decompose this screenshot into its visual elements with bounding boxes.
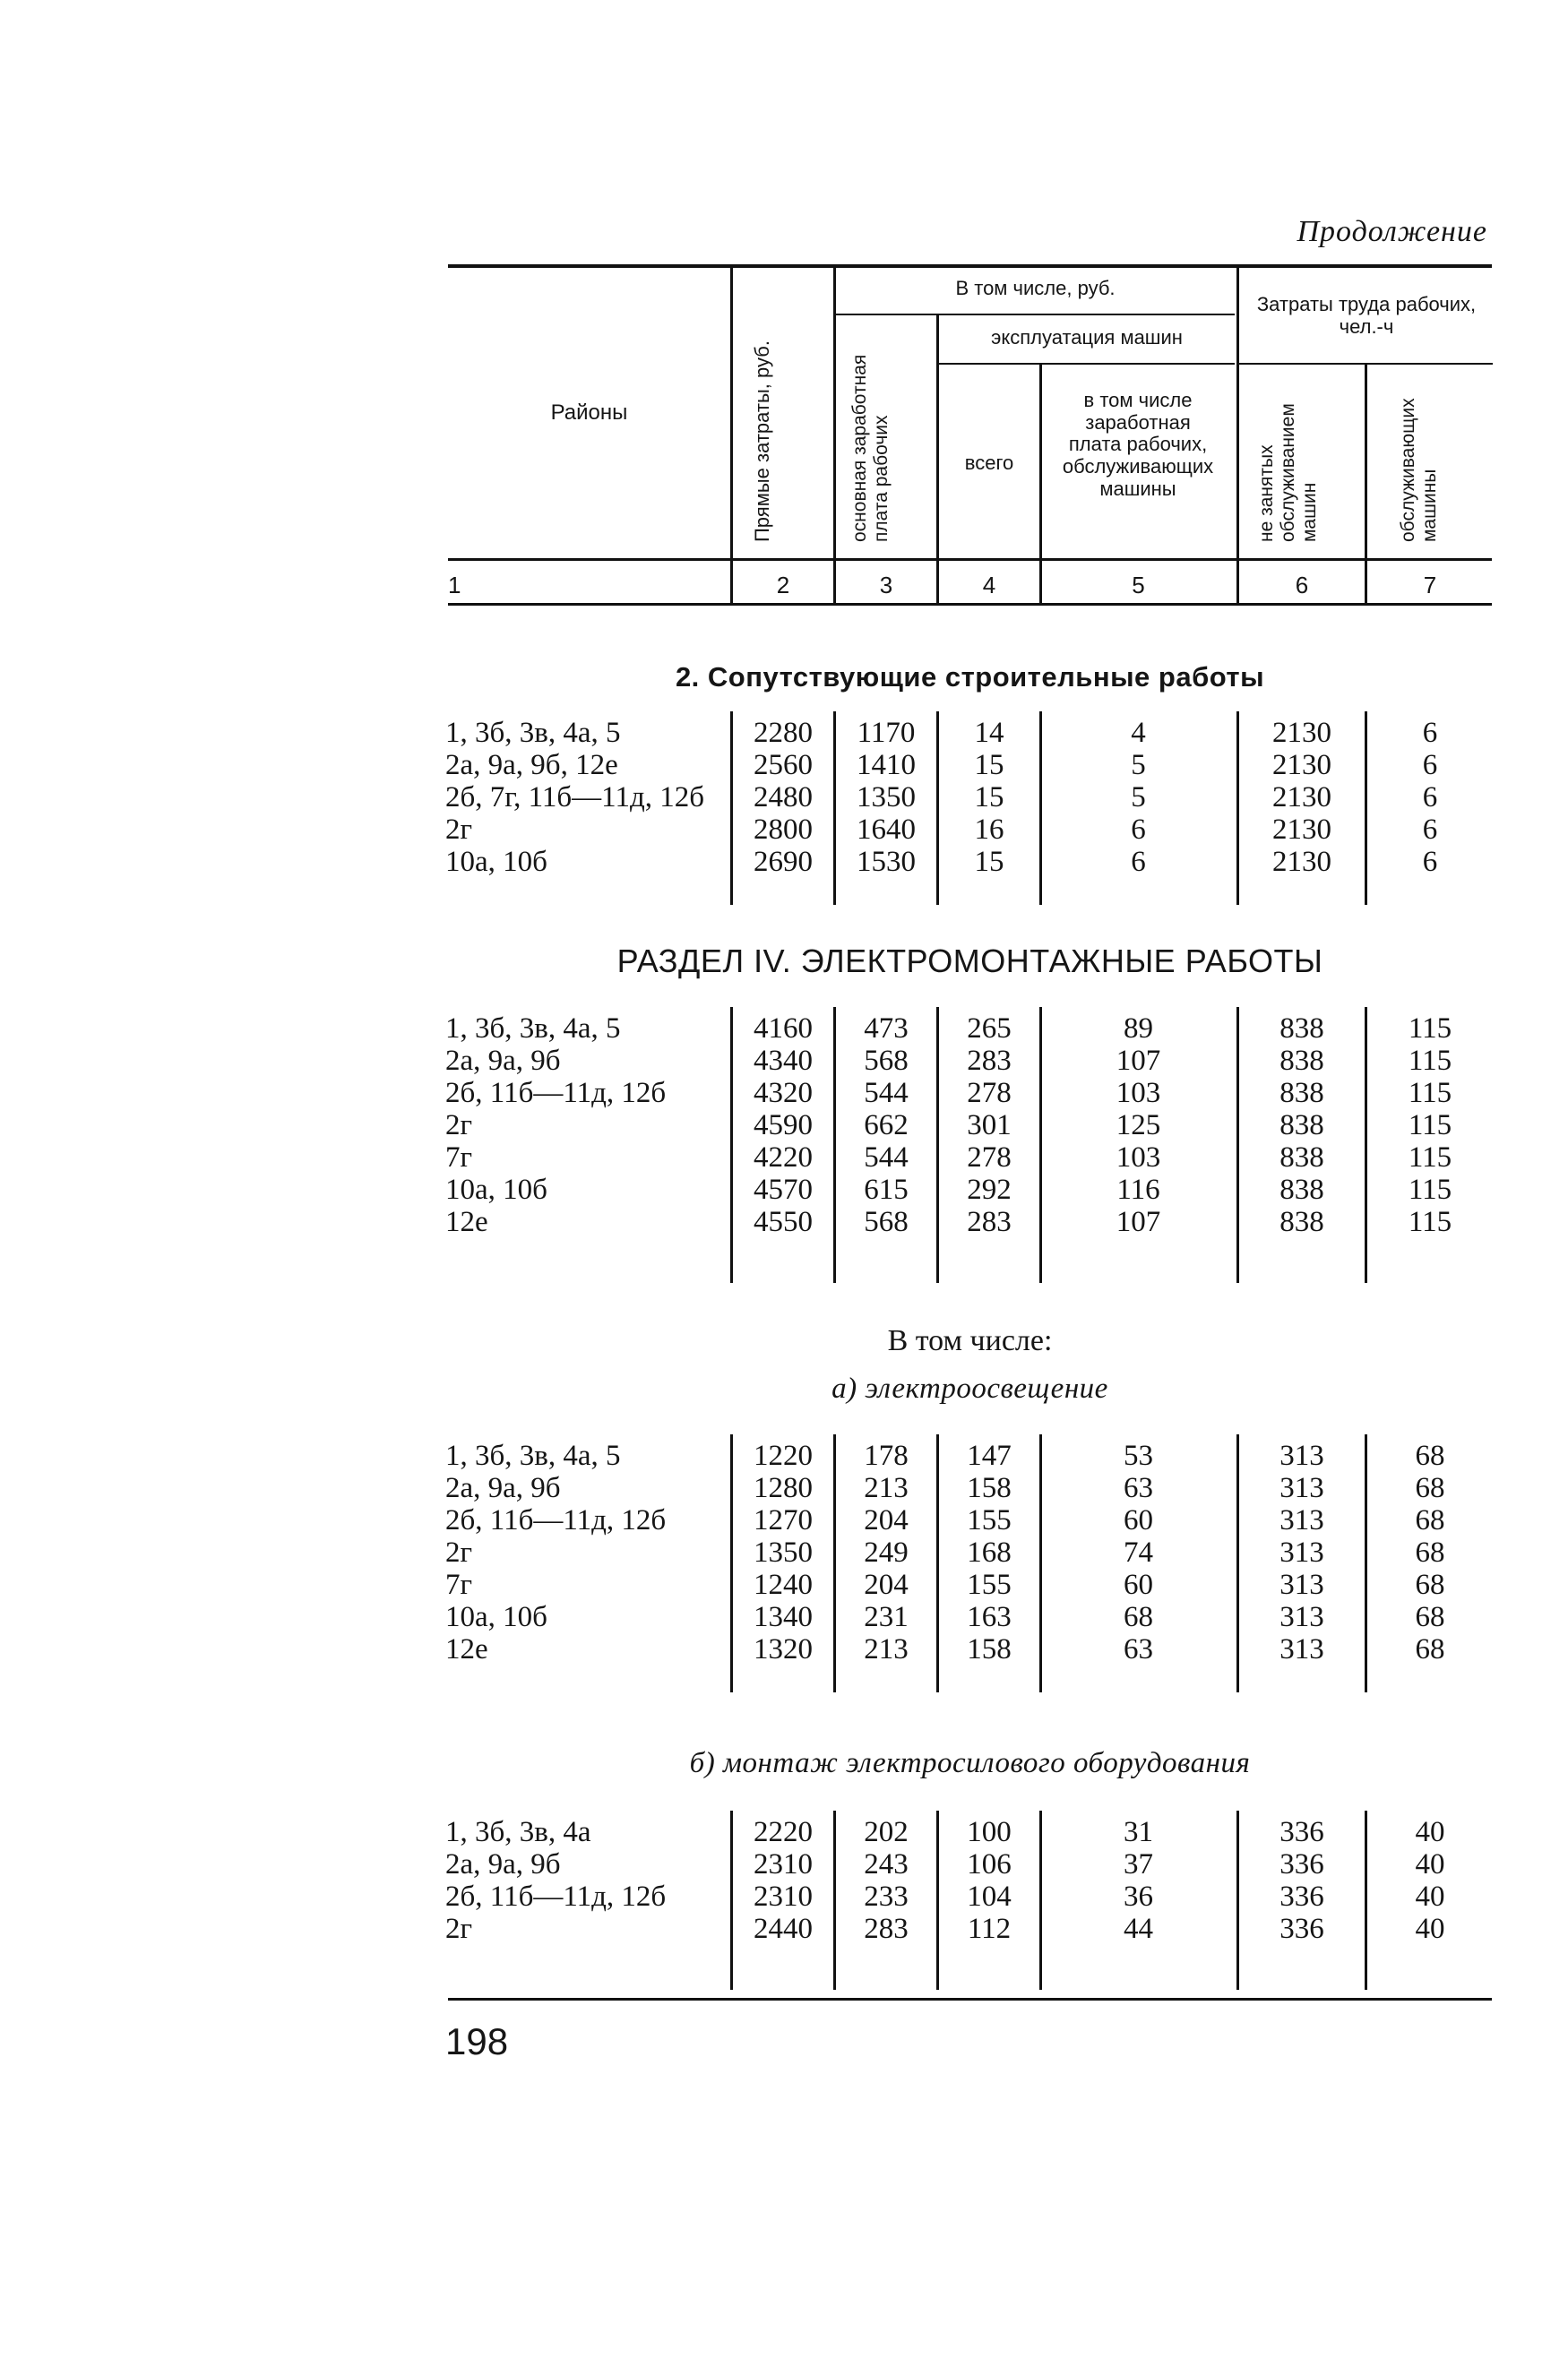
- header-number: 1: [448, 572, 461, 598]
- cell-value: 313: [1279, 1440, 1324, 1472]
- cell-value: 68: [1415, 1504, 1445, 1536]
- cell-value: 5: [1131, 781, 1146, 813]
- cell-value: 15: [974, 749, 1004, 781]
- table-row: [0, 1077, 1568, 1109]
- table-row: [0, 1913, 1568, 1945]
- cell-value: 2130: [1272, 813, 1331, 846]
- table-row: [0, 1012, 1568, 1045]
- cell-value: 249: [864, 1536, 909, 1569]
- cell-value: 336: [1279, 1816, 1324, 1848]
- cell-value: 2690: [754, 846, 813, 878]
- header-group-zatraty: Затраты труда рабочих, чел.-ч: [1256, 293, 1477, 338]
- cell-value: 1320: [754, 1633, 813, 1666]
- column-rule: [833, 711, 836, 905]
- cell-region: 1, 3б, 3в, 4а, 5: [445, 1012, 621, 1045]
- cell-value: 60: [1124, 1504, 1153, 1536]
- table-row: [0, 749, 1568, 781]
- cell-value: 16: [974, 813, 1004, 846]
- cell-value: 40: [1415, 1913, 1445, 1945]
- column-rule: [1365, 711, 1367, 905]
- table-row: [0, 1141, 1568, 1174]
- cell-value: 1410: [857, 749, 916, 781]
- column-rule: [730, 1811, 733, 1990]
- cell-value: 115: [1408, 1206, 1452, 1238]
- cell-value: 838: [1279, 1012, 1324, 1045]
- cell-value: 204: [864, 1569, 909, 1601]
- header-vline-6: [1236, 268, 1239, 606]
- cell-value: 313: [1279, 1536, 1324, 1569]
- cell-value: 112: [967, 1913, 1012, 1945]
- cell-value: 63: [1124, 1633, 1153, 1666]
- cell-value: 115: [1408, 1174, 1452, 1206]
- header-col3: основная заработная плата рабочих: [849, 354, 892, 542]
- cell-value: 2560: [754, 749, 813, 781]
- cell-value: 106: [967, 1848, 1012, 1881]
- column-rule: [1236, 1434, 1239, 1692]
- cell-value: 107: [1116, 1206, 1161, 1238]
- cell-value: 4590: [754, 1109, 813, 1141]
- cell-value: 104: [967, 1881, 1012, 1913]
- cell-value: 68: [1415, 1536, 1445, 1569]
- cell-value: 313: [1279, 1601, 1324, 1633]
- cell-value: 4340: [754, 1045, 813, 1077]
- column-rule: [730, 1007, 733, 1283]
- cell-value: 14: [974, 717, 1004, 749]
- header-sub-rule-1: [836, 314, 1235, 315]
- table-row: [0, 846, 1568, 878]
- table-row: [0, 1601, 1568, 1633]
- header-number: 7: [1423, 572, 1437, 598]
- page-number: 198: [445, 2020, 509, 2062]
- table-row: [0, 1440, 1568, 1472]
- cell-value: 568: [864, 1045, 909, 1077]
- cell-value: 74: [1124, 1536, 1153, 1569]
- table-row: [0, 1504, 1568, 1536]
- column-rule: [1365, 1811, 1367, 1990]
- table-row: [0, 1206, 1568, 1238]
- cell-region: 2б, 7г, 11б—11д, 12б: [445, 781, 705, 813]
- header-number: 5: [1132, 572, 1145, 598]
- cell-region: 2б, 11б—11д, 12б: [445, 1881, 667, 1913]
- cell-region: 2г: [445, 813, 473, 846]
- cell-region: 12е: [445, 1633, 488, 1666]
- cell-value: 283: [967, 1045, 1012, 1077]
- cell-value: 202: [864, 1816, 909, 1848]
- cell-value: 107: [1116, 1045, 1161, 1077]
- section-title: а) электроосвещение: [831, 1373, 1108, 1405]
- continuation-label: Продолжение: [1297, 215, 1487, 248]
- cell-value: 213: [864, 1472, 909, 1504]
- cell-value: 89: [1124, 1012, 1153, 1045]
- column-rule: [1236, 711, 1239, 905]
- cell-value: 115: [1408, 1109, 1452, 1141]
- cell-value: 283: [967, 1206, 1012, 1238]
- header-group-ekspl: эксплуатация машин: [991, 326, 1183, 349]
- cell-value: 336: [1279, 1848, 1324, 1881]
- section-title: 2. Сопутствующие строительные работы: [675, 661, 1265, 693]
- header-col4: всего: [964, 452, 1014, 474]
- column-rule: [1365, 1434, 1367, 1692]
- section-title: б) монтаж электросилового оборудования: [689, 1747, 1251, 1779]
- cell-value: 838: [1279, 1045, 1324, 1077]
- cell-value: 2310: [754, 1881, 813, 1913]
- cell-value: 313: [1279, 1633, 1324, 1666]
- cell-value: 4: [1131, 717, 1146, 749]
- cell-value: 116: [1116, 1174, 1160, 1206]
- column-rule: [730, 1434, 733, 1692]
- header-number: 4: [982, 572, 996, 598]
- cell-value: 838: [1279, 1077, 1324, 1109]
- table-row: [0, 1816, 1568, 1848]
- cell-value: 838: [1279, 1206, 1324, 1238]
- cell-value: 292: [967, 1174, 1012, 1206]
- cell-value: 6: [1131, 846, 1146, 878]
- cell-value: 301: [967, 1109, 1012, 1141]
- cell-value: 68: [1415, 1472, 1445, 1504]
- cell-value: 115: [1408, 1012, 1452, 1045]
- cell-value: 2220: [754, 1816, 813, 1848]
- cell-value: 1350: [857, 781, 916, 813]
- cell-value: 2800: [754, 813, 813, 846]
- cell-region: 2г: [445, 1913, 473, 1945]
- cell-value: 2280: [754, 717, 813, 749]
- cell-value: 283: [864, 1913, 909, 1945]
- header-col7: обслуживающих машины: [1398, 398, 1441, 542]
- cell-value: 278: [967, 1077, 1012, 1109]
- cell-value: 1280: [754, 1472, 813, 1504]
- cell-region: 2г: [445, 1536, 473, 1569]
- cell-value: 6: [1422, 717, 1438, 749]
- cell-value: 68: [1124, 1601, 1153, 1633]
- cell-region: 12е: [445, 1206, 488, 1238]
- cell-region: 2б, 11б—11д, 12б: [445, 1504, 667, 1536]
- table-row: [0, 1472, 1568, 1504]
- cell-value: 473: [864, 1012, 909, 1045]
- cell-value: 6: [1422, 781, 1438, 813]
- cell-value: 40: [1415, 1848, 1445, 1881]
- cell-value: 15: [974, 781, 1004, 813]
- header-vline-7: [1365, 365, 1367, 606]
- cell-value: 6: [1422, 813, 1438, 846]
- cell-value: 125: [1116, 1109, 1161, 1141]
- header-number: 3: [879, 572, 893, 598]
- header-sub-rule-2: [939, 363, 1235, 365]
- cell-value: 2130: [1272, 717, 1331, 749]
- column-rule: [1039, 1434, 1042, 1692]
- header-vline-3: [833, 268, 836, 606]
- column-rule: [833, 1007, 836, 1283]
- cell-value: 163: [967, 1601, 1012, 1633]
- cell-value: 68: [1415, 1633, 1445, 1666]
- cell-value: 204: [864, 1504, 909, 1536]
- header-bottom-rule: [448, 558, 1492, 561]
- column-rule: [1236, 1007, 1239, 1283]
- cell-value: 2130: [1272, 749, 1331, 781]
- header-group-v-tom-chisle: В том числе, руб.: [955, 277, 1116, 299]
- cell-value: 2480: [754, 781, 813, 813]
- cell-value: 2440: [754, 1913, 813, 1945]
- cell-value: 213: [864, 1633, 909, 1666]
- cell-value: 37: [1124, 1848, 1153, 1881]
- cell-value: 40: [1415, 1816, 1445, 1848]
- cell-region: 1, 3б, 3в, 4а, 5: [445, 717, 621, 749]
- cell-region: 2б, 11б—11д, 12б: [445, 1077, 667, 1109]
- cell-value: 2130: [1272, 781, 1331, 813]
- cell-value: 115: [1408, 1141, 1452, 1174]
- cell-value: 233: [864, 1881, 909, 1913]
- header-number: 6: [1295, 572, 1309, 598]
- cell-value: 838: [1279, 1141, 1324, 1174]
- cell-value: 155: [967, 1569, 1012, 1601]
- cell-value: 1530: [857, 846, 916, 878]
- column-rule: [1236, 1811, 1239, 1990]
- column-rule: [1039, 711, 1042, 905]
- cell-value: 838: [1279, 1109, 1324, 1141]
- cell-value: 313: [1279, 1472, 1324, 1504]
- table-row: [0, 1569, 1568, 1601]
- cell-value: 158: [967, 1633, 1012, 1666]
- cell-value: 5: [1131, 749, 1146, 781]
- table-row: [0, 717, 1568, 749]
- cell-value: 4320: [754, 1077, 813, 1109]
- column-rule: [936, 1434, 939, 1692]
- cell-value: 60: [1124, 1569, 1153, 1601]
- cell-value: 336: [1279, 1881, 1324, 1913]
- cell-value: 1240: [754, 1569, 813, 1601]
- cell-value: 40: [1415, 1881, 1445, 1913]
- table-bottom-rule: [448, 1998, 1492, 2001]
- section-pre-title: В том числе:: [887, 1324, 1053, 1357]
- cell-value: 115: [1408, 1077, 1452, 1109]
- cell-value: 313: [1279, 1504, 1324, 1536]
- cell-value: 1220: [754, 1440, 813, 1472]
- cell-value: 336: [1279, 1913, 1324, 1945]
- cell-value: 615: [864, 1174, 909, 1206]
- header-col5: в том числе заработная плата рабочих, обслуживающих машины: [1062, 389, 1214, 500]
- cell-value: 1340: [754, 1601, 813, 1633]
- column-rule: [730, 711, 733, 905]
- cell-value: 1170: [857, 717, 916, 749]
- cell-value: 265: [967, 1012, 1012, 1045]
- cell-value: 36: [1124, 1881, 1153, 1913]
- cell-value: 15: [974, 846, 1004, 878]
- cell-value: 168: [967, 1536, 1012, 1569]
- cell-value: 2130: [1272, 846, 1331, 878]
- column-rule: [833, 1434, 836, 1692]
- cell-value: 838: [1279, 1174, 1324, 1206]
- column-rule: [1039, 1007, 1042, 1283]
- cell-value: 6: [1131, 813, 1146, 846]
- cell-value: 4550: [754, 1206, 813, 1238]
- cell-value: 178: [864, 1440, 909, 1472]
- cell-region: 10а, 10б: [445, 846, 547, 878]
- cell-region: 7г: [445, 1569, 473, 1601]
- cell-value: 1270: [754, 1504, 813, 1536]
- cell-value: 68: [1415, 1601, 1445, 1633]
- cell-value: 103: [1116, 1077, 1161, 1109]
- table-row: [0, 1536, 1568, 1569]
- header-col6: не занятых обслуживанием машин: [1256, 403, 1321, 542]
- cell-region: 1, 3б, 3в, 4а, 5: [445, 1440, 621, 1472]
- header-number: 2: [776, 572, 790, 598]
- cell-value: 4160: [754, 1012, 813, 1045]
- cell-value: 4220: [754, 1141, 813, 1174]
- cell-value: 31: [1124, 1816, 1153, 1848]
- cell-value: 68: [1415, 1440, 1445, 1472]
- column-rule: [936, 1007, 939, 1283]
- cell-region: 7г: [445, 1141, 473, 1174]
- cell-value: 544: [864, 1077, 909, 1109]
- cell-value: 231: [864, 1601, 909, 1633]
- cell-region: 1, 3б, 3в, 4а: [445, 1816, 591, 1848]
- cell-value: 103: [1116, 1141, 1161, 1174]
- header-col2: Прямые затраты, руб.: [751, 340, 773, 542]
- cell-value: 1350: [754, 1536, 813, 1569]
- cell-value: 544: [864, 1141, 909, 1174]
- cell-value: 155: [967, 1504, 1012, 1536]
- column-rule: [1365, 1007, 1367, 1283]
- cell-value: 243: [864, 1848, 909, 1881]
- header-col1: Районы: [550, 400, 628, 425]
- cell-value: 662: [864, 1109, 909, 1141]
- cell-region: 10а, 10б: [445, 1601, 547, 1633]
- cell-region: 10а, 10б: [445, 1174, 547, 1206]
- cell-region: 2а, 9а, 9б: [445, 1045, 561, 1077]
- cell-value: 44: [1124, 1913, 1153, 1945]
- column-rule: [1039, 1811, 1042, 1990]
- header-top-rule: [448, 264, 1492, 268]
- cell-value: 68: [1415, 1569, 1445, 1601]
- cell-value: 115: [1408, 1045, 1452, 1077]
- table-row: [0, 1109, 1568, 1141]
- table-row: [0, 1881, 1568, 1913]
- table-row: [0, 1045, 1568, 1077]
- column-rule: [833, 1811, 836, 1990]
- column-rule: [936, 1811, 939, 1990]
- cell-value: 158: [967, 1472, 1012, 1504]
- cell-region: 2а, 9а, 9б: [445, 1472, 561, 1504]
- cell-value: 6: [1422, 749, 1438, 781]
- cell-value: 313: [1279, 1569, 1324, 1601]
- table-row: [0, 781, 1568, 813]
- table-row: [0, 1174, 1568, 1206]
- header-vline-2: [730, 268, 733, 606]
- table-row: [0, 813, 1568, 846]
- cell-value: 63: [1124, 1472, 1153, 1504]
- cell-region: 2г: [445, 1109, 473, 1141]
- section-title: РАЗДЕЛ IV. ЭЛЕКТРОМОНТАЖНЫЕ РАБОТЫ: [616, 942, 1323, 979]
- cell-value: 100: [967, 1816, 1012, 1848]
- table-row: [0, 1848, 1568, 1881]
- cell-region: 2а, 9а, 9б: [445, 1848, 561, 1881]
- cell-value: 4570: [754, 1174, 813, 1206]
- cell-value: 568: [864, 1206, 909, 1238]
- cell-value: 2310: [754, 1848, 813, 1881]
- cell-value: 147: [967, 1440, 1012, 1472]
- cell-value: 278: [967, 1141, 1012, 1174]
- cell-region: 2а, 9а, 9б, 12е: [445, 749, 618, 781]
- cell-value: 6: [1422, 846, 1438, 878]
- header-vline-5: [1039, 365, 1042, 606]
- cell-value: 53: [1124, 1440, 1153, 1472]
- table-row: [0, 1633, 1568, 1666]
- cell-value: 1640: [857, 813, 916, 846]
- column-rule: [936, 711, 939, 905]
